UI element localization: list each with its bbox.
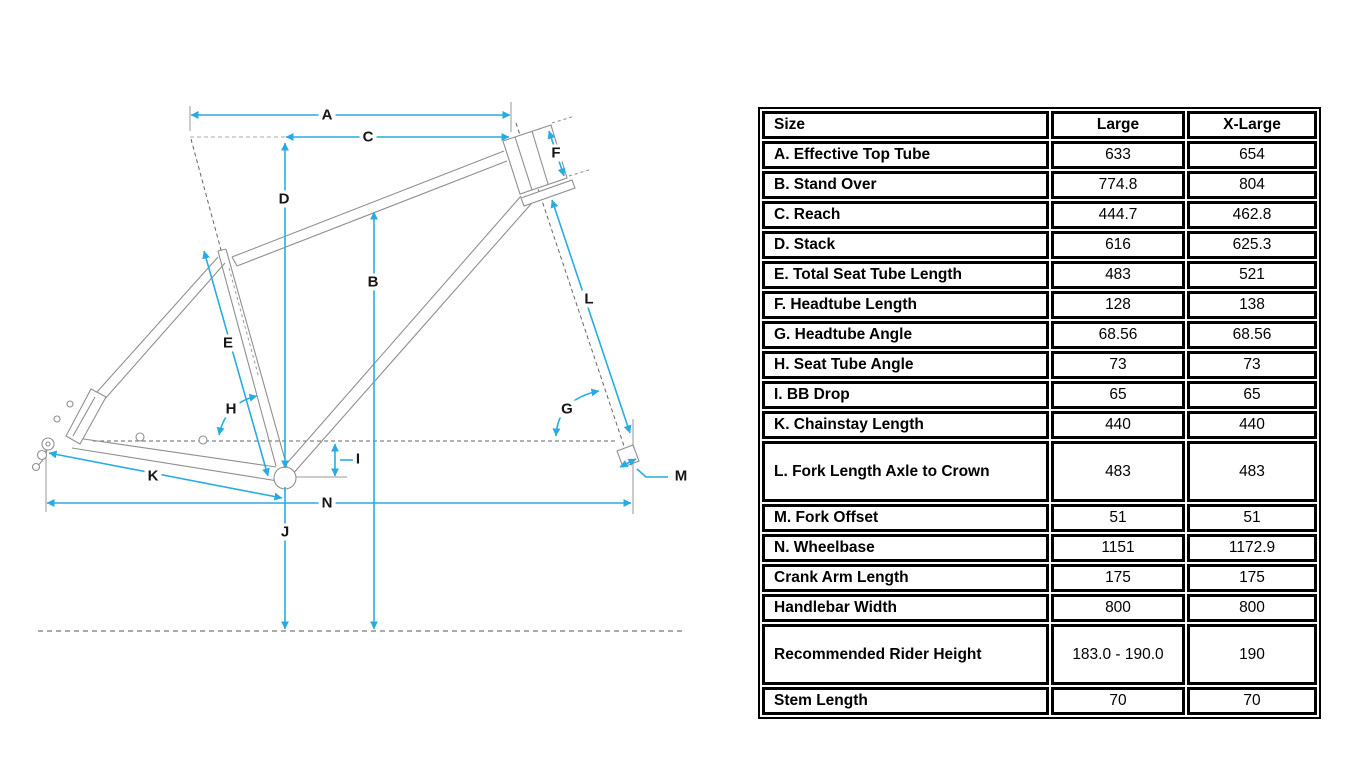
dim-label-d: D xyxy=(276,191,293,208)
row-label: E. Total Seat Tube Length xyxy=(762,261,1049,289)
dim-label-n: N xyxy=(319,495,336,512)
row-label: Crank Arm Length xyxy=(762,564,1049,592)
row-value-xlarge: 440 xyxy=(1187,411,1317,439)
table-row xyxy=(762,687,1317,715)
row-value-large: 73 xyxy=(1051,351,1185,379)
col-header-size: Size xyxy=(762,111,1049,139)
dim-L xyxy=(552,200,630,433)
row-value-large: 1151 xyxy=(1051,534,1185,562)
frame-tubes xyxy=(33,116,640,489)
row-value-xlarge: 1172.9 xyxy=(1187,534,1317,562)
row-value-xlarge: 138 xyxy=(1187,291,1317,319)
dim-label-j: J xyxy=(278,524,292,541)
row-value-xlarge: 625.3 xyxy=(1187,231,1317,259)
row-label: K. Chainstay Length xyxy=(762,411,1049,439)
row-label: H. Seat Tube Angle xyxy=(762,351,1049,379)
row-label: C. Reach xyxy=(762,201,1049,229)
row-label: N. Wheelbase xyxy=(762,534,1049,562)
table-row xyxy=(762,351,1317,379)
table-row xyxy=(762,534,1317,562)
row-label: Stem Length xyxy=(762,687,1049,715)
table-row xyxy=(762,231,1317,259)
dim-label-i: I xyxy=(353,451,363,468)
table-row xyxy=(762,201,1317,229)
row-value-xlarge: 68.56 xyxy=(1187,321,1317,349)
table-row xyxy=(762,141,1317,169)
col-header-xlarge: X-Large xyxy=(1187,111,1317,139)
row-label: Recommended Rider Height xyxy=(762,624,1049,685)
rear-dropout xyxy=(33,389,208,471)
dim-label-k: K xyxy=(145,468,162,485)
row-value-large: 440 xyxy=(1051,411,1185,439)
dim-label-c: C xyxy=(360,129,377,146)
row-value-large: 65 xyxy=(1051,381,1185,409)
row-label: D. Stack xyxy=(762,231,1049,259)
dim-label-m: M xyxy=(672,468,691,485)
row-label: F. Headtube Length xyxy=(762,291,1049,319)
row-value-large: 800 xyxy=(1051,594,1185,622)
row-value-xlarge: 190 xyxy=(1187,624,1317,685)
table-row xyxy=(762,381,1317,409)
table-row xyxy=(762,441,1317,502)
table-row xyxy=(762,411,1317,439)
row-value-xlarge: 70 xyxy=(1187,687,1317,715)
leader-lines xyxy=(285,460,668,629)
row-value-xlarge: 175 xyxy=(1187,564,1317,592)
row-value-xlarge: 521 xyxy=(1187,261,1317,289)
row-value-large: 616 xyxy=(1051,231,1185,259)
row-label: A. Effective Top Tube xyxy=(762,141,1049,169)
row-label: B. Stand Over xyxy=(762,171,1049,199)
row-value-xlarge: 804 xyxy=(1187,171,1317,199)
row-value-large: 183.0 - 190.0 xyxy=(1051,624,1185,685)
dim-label-l: L xyxy=(581,291,596,308)
row-label: Handlebar Width xyxy=(762,594,1049,622)
table-row xyxy=(762,171,1317,199)
dim-label-h: H xyxy=(223,401,240,418)
row-value-xlarge: 800 xyxy=(1187,594,1317,622)
table-header-row xyxy=(762,111,1317,139)
row-label: M. Fork Offset xyxy=(762,504,1049,532)
row-value-large: 633 xyxy=(1051,141,1185,169)
row-label: G. Headtube Angle xyxy=(762,321,1049,349)
row-value-xlarge: 483 xyxy=(1187,441,1317,502)
row-label: I. BB Drop xyxy=(762,381,1049,409)
table-row xyxy=(762,261,1317,289)
row-value-large: 128 xyxy=(1051,291,1185,319)
row-value-xlarge: 73 xyxy=(1187,351,1317,379)
table-row xyxy=(762,624,1317,685)
row-value-large: 51 xyxy=(1051,504,1185,532)
table-row xyxy=(762,504,1317,532)
table-row xyxy=(762,594,1317,622)
row-value-xlarge: 65 xyxy=(1187,381,1317,409)
dim-label-f: F xyxy=(548,145,563,162)
row-value-xlarge: 654 xyxy=(1187,141,1317,169)
dim-label-e: E xyxy=(220,335,236,352)
axis-dashed-lines xyxy=(38,123,684,631)
bottom-bracket xyxy=(274,467,296,489)
row-value-large: 68.56 xyxy=(1051,321,1185,349)
table-row xyxy=(762,291,1317,319)
table-row xyxy=(762,321,1317,349)
row-value-large: 483 xyxy=(1051,261,1185,289)
row-value-large: 175 xyxy=(1051,564,1185,592)
dim-label-g: G xyxy=(558,401,576,418)
dim-label-b: B xyxy=(365,274,382,291)
col-header-large: Large xyxy=(1051,111,1185,139)
row-value-large: 483 xyxy=(1051,441,1185,502)
row-value-large: 774.8 xyxy=(1051,171,1185,199)
row-value-xlarge: 462.8 xyxy=(1187,201,1317,229)
row-value-large: 70 xyxy=(1051,687,1185,715)
row-value-large: 444.7 xyxy=(1051,201,1185,229)
row-label: L. Fork Length Axle to Crown xyxy=(762,441,1049,502)
dim-label-a: A xyxy=(319,107,336,124)
table-row xyxy=(762,564,1317,592)
row-value-xlarge: 51 xyxy=(1187,504,1317,532)
geometry-table xyxy=(758,107,1321,719)
